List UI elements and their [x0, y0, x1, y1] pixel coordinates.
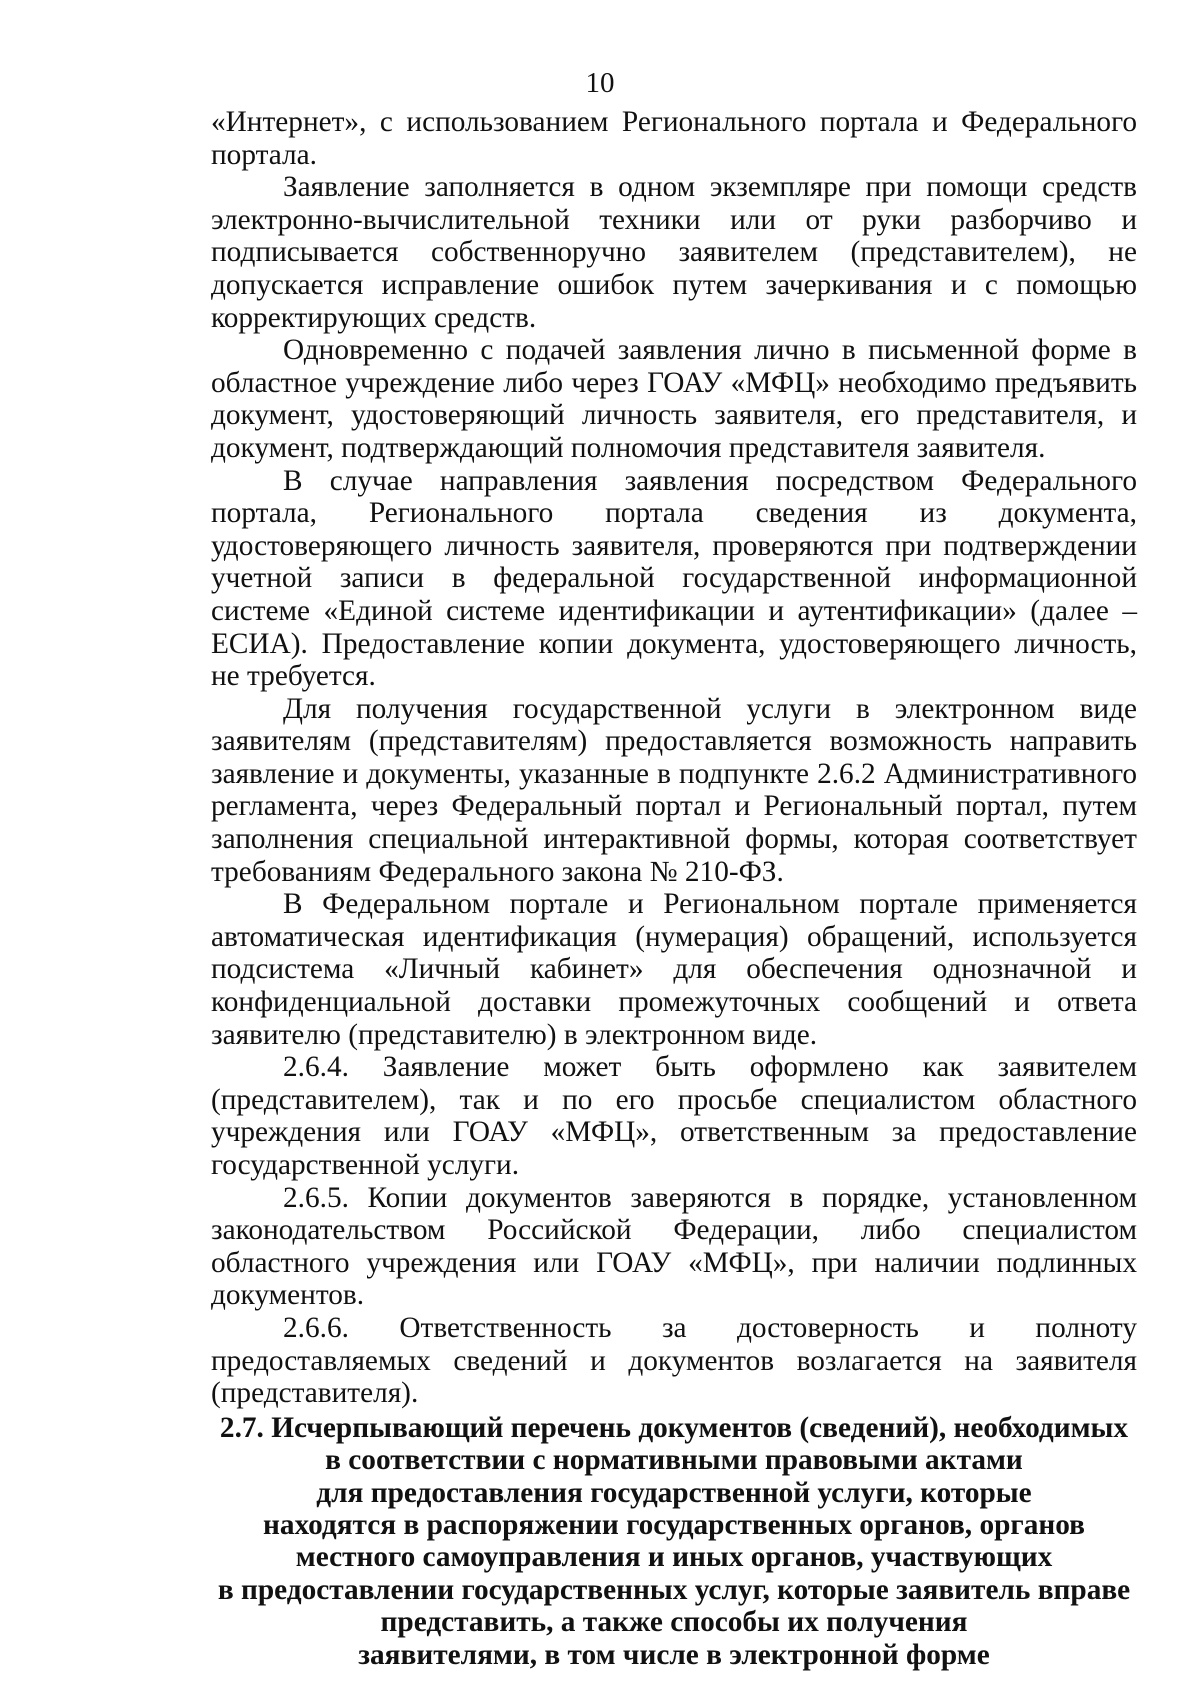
page-number: 10 — [585, 67, 615, 99]
paragraph-electronic-submission: Для получения государственной услуги в электронном виде заявителям (представителям) предоставляется возможность направить заявление и документы, указанные в подпункте 2.6.2 Административного регламента, через Федеральный портал и Региональный портал, путем заполнения специальной интерактивной формы, которая соответствует требованиям Федерального закона № 210-ФЗ. — [211, 692, 1137, 888]
section-heading-2-7 — [211, 1412, 1137, 1671]
heading-line: находятся в распоряжении государственных органов, органов — [263, 1508, 1085, 1541]
paragraph-2-6-6: 2.6.6. Ответственность за достоверность и полноту предоставляемых сведений и документов возлагается на заявителя (представителя). — [211, 1311, 1137, 1410]
heading-line: 2.7. Исчерпывающий перечень документов (сведений), необходимых — [219, 1411, 1129, 1444]
heading-line: для предоставления государственной услуги, которые — [316, 1476, 1032, 1509]
paragraph-2-6-5: 2.6.5. Копии документов заверяются в порядке, установленном законодательством Российской Федерации, либо специалистом областного учреждения или ГОАУ «МФЦ», при наличии подлинных документов. — [211, 1181, 1137, 1312]
heading-line: местного самоуправления и иных органов, участвующих — [295, 1541, 1053, 1574]
paragraph-2-6-4: 2.6.4. Заявление может быть оформлено как заявителем (представителем), так и по его просьбе специалистом областного учреждения или ГОАУ «МФЦ», ответственным за предоставление государственной услуги. — [211, 1051, 1137, 1181]
heading-line: заявителями, в том числе в электронной форме — [358, 1638, 990, 1671]
paragraph-continuation: «Интернет», с использованием Регионального портала и Федерального портала. — [211, 106, 1137, 171]
paragraph-application-filling: Заявление заполняется в одном экземпляре при помощи средств электронно-вычислительной техники или от руки разборчиво и подписывается собственноручно заявителем (представителем), не допускается исправление ошибок путем зачеркивания и с помощью корректирующих средств. — [211, 171, 1137, 334]
heading-line: в соответствии с нормативными правовыми актами — [325, 1444, 1023, 1477]
paragraph-personal-cabinet: В Федеральном портале и Региональном портале применяется автоматическая идентификация (нумерация) обращений, используется подсистема «Личный кабинет» для обеспечения однозначной и конфиденциальной доставки промежуточных сообщений и ответа заявителю (представителю) в электронном виде. — [211, 888, 1137, 1051]
heading-line: представить, а также способы их получения — [380, 1606, 968, 1639]
paragraph-identity-documents: Одновременно с подачей заявления лично в письменной форме в областное учреждение либо через ГОАУ «МФЦ» необходимо предъявить документ, удостоверяющий личность заявителя, его представителя, и документ, подтверждающий полномочия представителя заявителя. — [211, 334, 1137, 464]
heading-line: в предоставлении государственных услуг, которые заявитель вправе — [217, 1573, 1131, 1606]
paragraph-esia: В случае направления заявления посредством Федерального портала, Регионального портала сведения из документа, удостоверяющего личность заявителя, проверяются при подтверждении учетной записи в федеральной государственной информационной системе «Единой системе идентификации и аутентификации» (далее – ЕСИА). Предоставление копии документа, удостоверяющего личность, не требуется. — [211, 464, 1137, 693]
document-body — [211, 106, 1137, 1671]
